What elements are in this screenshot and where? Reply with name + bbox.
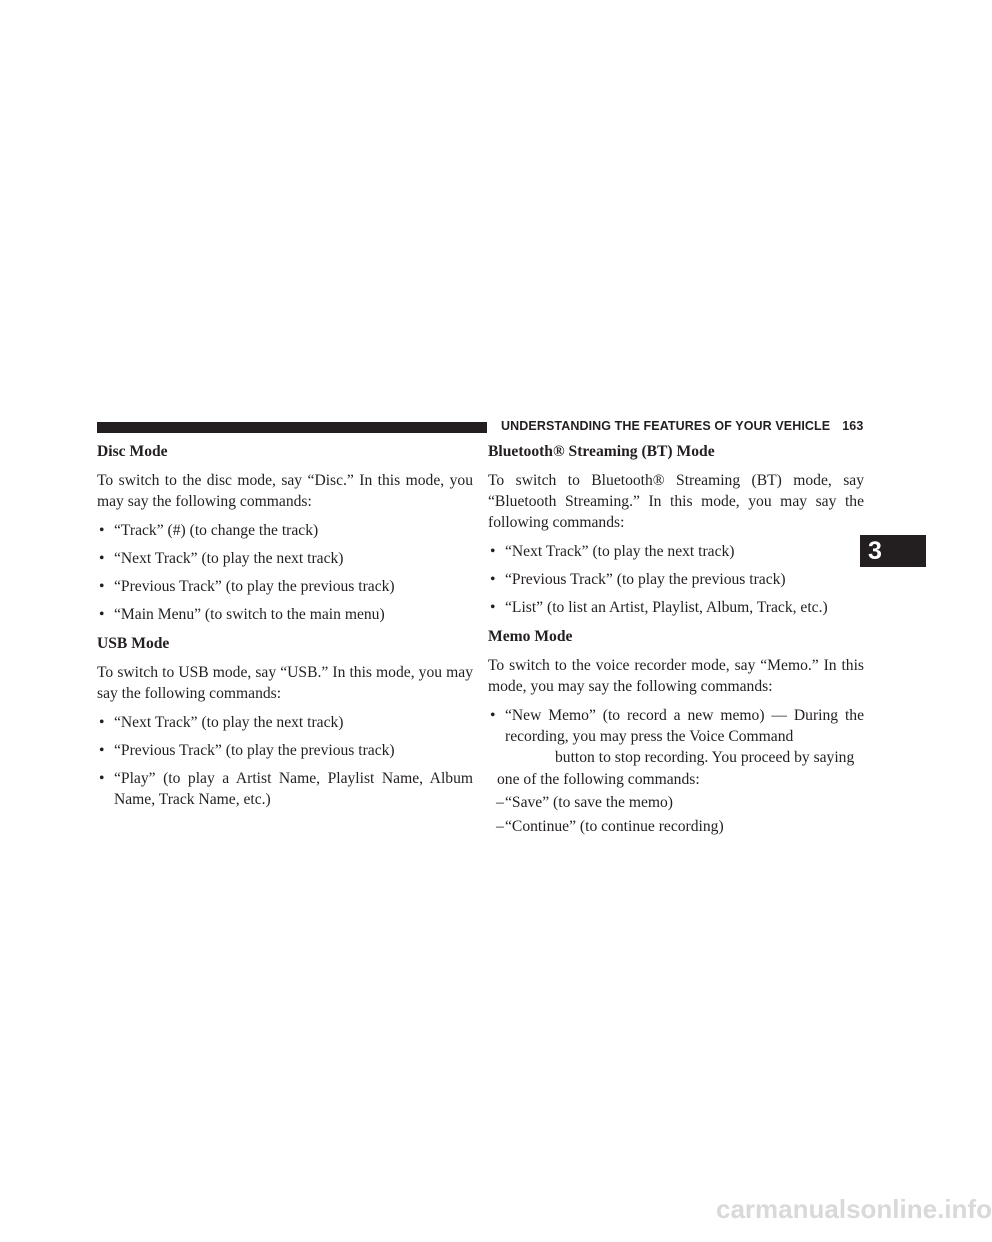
disc-mode-heading: Disc Mode [97,443,168,460]
page-number: 163 [842,419,864,433]
list-item: • “Previous Track” (to play the previous track) [488,569,864,590]
memo-mode-heading: Memo Mode [488,628,573,645]
disc-mode-commands [97,520,473,625]
list-item: • “Track” (#) (to change the track) [97,520,473,541]
usb-mode-heading: USB Mode [97,635,170,652]
bt-mode-intro: To switch to Bluetooth® Streaming (BT) mode, say “Bluetooth Streaming.” In this mode, you may say the following commands: [488,472,864,531]
usb-mode-intro: To switch to USB mode, say “USB.” In this mode, you may say the following commands: [97,664,473,702]
chapter-tab: 3 [860,535,926,567]
memo-mode-intro: To switch to the voice recorder mode, say “Memo.” In this mode, you may say the following commands: [488,657,864,695]
list-item: • “Next Track” (to play the next track) [488,541,864,562]
usb-mode-commands [97,712,473,810]
bt-mode-heading: Bluetooth® Streaming (BT) Mode [488,443,715,460]
watermark-logo: carmanualsonline.info [716,1194,992,1224]
list-item: • “Previous Track” (to play the previous track) [97,740,473,761]
header-rule [97,422,487,433]
list-item: • “List” (to list an Artist, Playlist, Album, Track, etc.) [488,597,864,618]
list-item: • “Next Track” (to play the next track) [97,712,473,733]
running-header [501,419,863,433]
list-item: – “Continue” (to continue recording) [488,816,864,837]
list-item: • “Next Track” (to play the next track) [97,548,473,569]
right-column [488,441,864,845]
bt-mode-commands [488,541,864,618]
list-item: • “Main Menu” (to switch to the main menu) [97,604,473,625]
list-item: • “Previous Track” (to play the previous track) [97,576,473,597]
new-memo-text: “New Memo” (to record a new memo) — During the recording, you may press the Voice Command [505,707,864,745]
list-item [488,705,864,768]
new-memo-text-continued: button to stop recording. You proceed by saying [555,749,855,766]
new-memo-followup: one of the following commands: [497,771,700,788]
disc-mode-intro: To switch to the disc mode, say “Disc.” In this mode, you may say the following commands: [97,472,473,510]
memo-mode-commands [488,705,864,768]
left-column [97,441,473,818]
list-item: • “Play” (to play a Artist Name, Playlist Name, Album Name, Track Name, etc.) [97,768,473,810]
list-item: – “Save” (to save the memo) [488,792,864,813]
memo-sub-commands [488,792,864,837]
section-title: UNDERSTANDING THE FEATURES OF YOUR VEHICLE [501,419,831,433]
